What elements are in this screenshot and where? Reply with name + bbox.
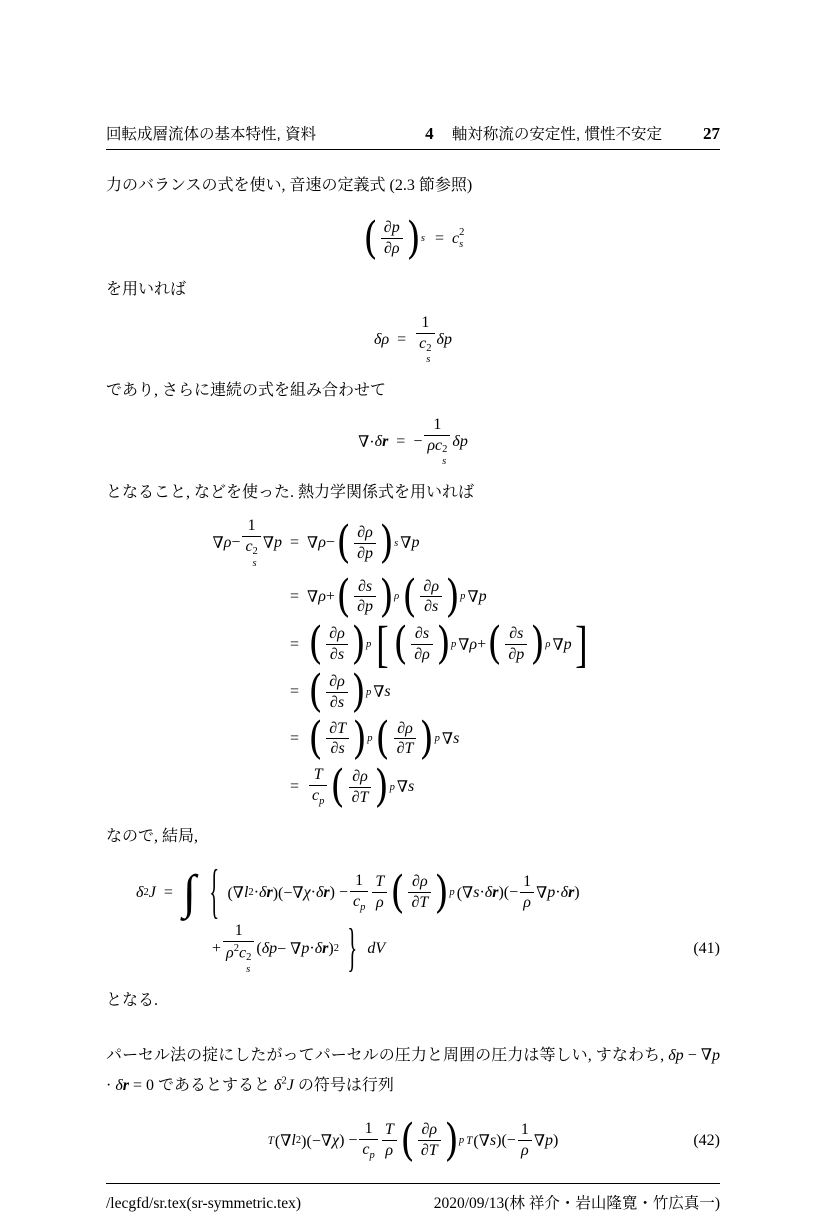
derivation-row	[106, 666, 720, 718]
equation-41-line1-math: δ 2 J = ∫ { (∇ l 2 · δ r )(−∇ χ · δ r ) − $\frac{1}{c_p}$ $\frac{T}{\rho}$ ( $\frac{\partial\rho}{\partial T}$ ) p (∇ s · δ r )(− $\frac{1}{\rho}$ ∇ p · δ r )	[136, 857, 580, 926]
equation-41-line2-math: + 1 $\rho^2c$ 2 s ( δp − ∇ p · δ r ) 2 } dV	[212, 917, 386, 978]
derivation-rhs: = $\frac{T}{c_p}$ ( $\frac{\partial\rho}{\partial T}$ ) p ∇ s	[290, 761, 415, 813]
derivation-row	[106, 570, 720, 622]
paragraph-therefore: なので, 結局,	[106, 828, 199, 846]
derivation-rhs: = ( $\frac{\partial\rho}{\partial s}$ ) p ∇ s	[290, 666, 391, 718]
paragraph-parcel: パーセル法の掟にしたがってパーセルの圧力と周囲の圧力は等しい, すなわち, δp − ∇p · δr = 0 であるとすると $\delta^2J$ の符号は行列	[106, 1047, 720, 1095]
section-title: 軸対称流の安定性, 慣性不安定	[451, 126, 662, 143]
derivation-row	[106, 616, 720, 673]
equation-sound-speed-math: ( $\frac{\partial p}{\partial\rho}$ ) s = c 2 s	[363, 212, 465, 264]
derivation-rhs: = ( $\frac{\partial T}{\partial s}$ ) p ( $\frac{\partial\rho}{\partial T}$ ) p ∇ s	[290, 712, 460, 764]
paragraph-continuity: であり, さらに連続の式を組み合わせて	[106, 382, 387, 400]
equation-41-line1	[136, 857, 720, 926]
derivation-rhs: = ∇ ρ − ( $\frac{\partial\rho}{\partial p}$ ) s ∇ p	[290, 517, 420, 569]
section-number: 4	[425, 124, 434, 143]
section-heading	[425, 122, 662, 144]
equation-42	[106, 1113, 720, 1169]
running-title: 回転成層流体の基本特性, 資料	[106, 126, 317, 143]
equation-41	[106, 857, 720, 978]
paragraph-result: となる.	[106, 991, 159, 1009]
equation-delta-rho	[106, 312, 720, 368]
equation-divergence	[106, 414, 720, 470]
derivation-rhs: = ∇ ρ + ( $\frac{\partial s}{\partial p}$ ) ρ ( $\frac{\partial\rho}{\partial s}$ ) p ∇ p	[290, 570, 487, 622]
derivation-row	[106, 513, 720, 573]
paragraph-thermo: となること, などを使った. 熱力学関係式を用いれば	[106, 483, 475, 501]
equation-derivation-block	[106, 513, 720, 812]
footer-date-authors: 2020/09/13(林 祥介・岩山隆寛・竹広真一)	[433, 1194, 720, 1212]
footer-file-path: /lecgfd/sr.tex(sr-symmetric.tex)	[106, 1194, 302, 1212]
paragraph-use-it: を用いれば	[106, 280, 187, 298]
derivation-rhs: = ( $\frac{\partial\rho}{\partial s}$ ) p [ ( $\frac{\partial s}{\partial\rho}$ ) p ∇ ρ + ( $\frac{\partial s}{\partial p}$ ) ρ ∇ p ]	[290, 616, 588, 673]
footer-rule	[106, 1183, 720, 1184]
equation-41-line2	[212, 917, 720, 978]
equation-41-number: (41)	[693, 939, 720, 957]
running-header	[106, 122, 720, 144]
derivation-row	[106, 762, 720, 812]
derivation-lhs: ∇ ρ − 1 c 2 s ∇ p	[212, 517, 282, 569]
page-number: 27	[703, 124, 720, 143]
paragraph-intro: 力のバランスの式を使い, 音速の定義式 (2.3 節参照)	[106, 177, 473, 194]
page-footer	[106, 1191, 720, 1213]
equation-divergence-math: ∇· δ r = − 1 ρc 2 s δp	[358, 415, 468, 468]
equation-42-number: (42)	[693, 1131, 720, 1149]
equation-sound-speed	[106, 213, 720, 265]
equation-delta-rho-math: δρ = 1 c 2 s δp	[374, 314, 452, 366]
derivation-row	[106, 712, 720, 764]
page-content	[106, 0, 720, 1213]
header-rule	[106, 149, 720, 150]
equation-42-math: T (∇ l 2 )(−∇ χ ) − $\frac{1}{c_p}$ $\frac{T}{\rho}$ ( $\frac{\partial\rho}{\partial T}$ ) p T (∇ s )(− $\frac{1}{\rho}$ ∇ p )	[267, 1114, 559, 1166]
